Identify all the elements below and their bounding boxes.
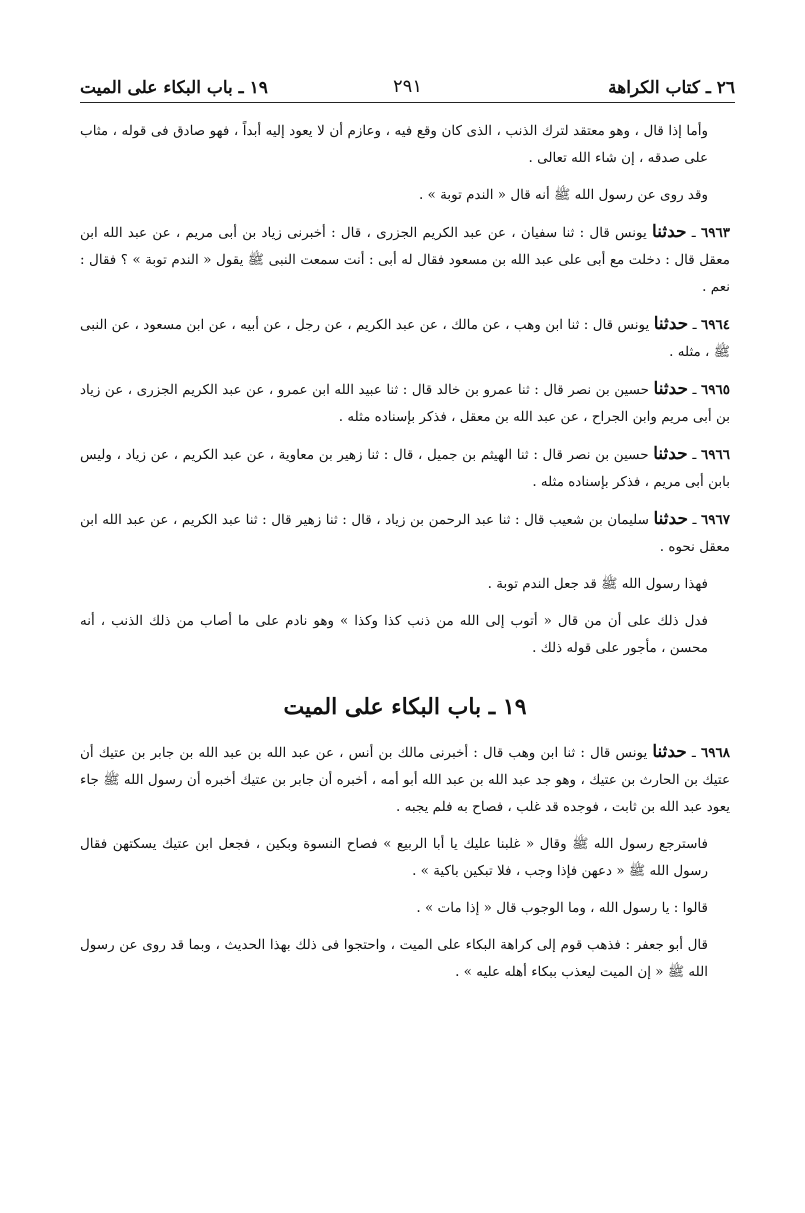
- header-rule: [80, 102, 735, 103]
- book-title: ٢٦ ـ كتاب الكراهة: [608, 78, 735, 98]
- page-body: [80, 118, 730, 996]
- hadith-6964: ٦٩٦٤ ـ حدثنا يونس قال : ثنا ابن وهب ، عن مالك ، عن عبد الكريم ، عن رجل ، عن أبيه ، عن ابن مسعود ، عن النبى ﷺ ، مثله .: [80, 314, 731, 360]
- hadith-text: يونس قال : ثنا سفيان ، عن عبد الكريم الجزرى ، قال : أخبرنى زياد بن أبى مريم ، عن عبد الله ابن معقل قال : دخلت مع أبى على عبد الله بن مسعود فقال له أبى : أنت سمعت النبى ﷺ يقول « الندم توبة » ؟ فقال : نعم .: [80, 225, 730, 295]
- hadith-number: ٦٩٦٣: [700, 225, 730, 241]
- hadith-6968-paragraph-2: فاسترجع رسول الله ﷺ وقال « غلبنا عليك يا أبا الربيع » فصاح النسوة وبكين ، فجعل ابن عتيك يسكتهن فقال رسول الله ﷺ « دعهن فإذا وجب ، فلا تبكين باكية » .: [80, 836, 708, 879]
- hadith-number: ٦٩٦٨: [701, 745, 731, 761]
- intro-paragraph-1: وأما إذا قال ، وهو معتقد لترك الذنب ، الذى كان وقع فيه ، وعازم أن لا يعود إليه أبداً ، فهو صادق فى قوله ، مثاب على صدقه ، إن شاء الله تعالى .: [80, 123, 708, 166]
- hadith-number: ٦٩٦٤: [701, 317, 731, 333]
- hadith-text: حسين بن نصر قال : ثنا الهيثم بن جميل ، قال : ثنا زهير بن معاوية ، عن عبد الكريم ، عن زياد ، وليس بابن أبى مريم ، فذكر بإسناده مثله .: [80, 447, 730, 490]
- haddathana-word: حدثنا: [653, 444, 688, 464]
- hadith-6963: ٦٩٦٣ ـ حدثنا يونس قال : ثنا سفيان ، عن عبد الكريم الجزرى ، قال : أخبرنى زياد بن أبى مريم ، عن عبد الله ابن معقل قال : دخلت مع أبى على عبد الله بن مسعود فقال له أبى : أنت سمعت النبى ﷺ يقول « الندم توبة » ؟ فقال : نعم .: [80, 222, 730, 295]
- haddathana-word: حدثنا: [653, 314, 689, 334]
- hadith-6968-paragraph-3: قالوا : يا رسول الله ، وما الوجوب قال « إذا مات » .: [416, 900, 708, 916]
- hadith-number: ٦٩٦٥: [701, 382, 731, 398]
- running-header: [80, 72, 735, 102]
- chapter-header: ١٩ ـ باب البكاء على الميت: [80, 78, 268, 98]
- conclusion-paragraph-1: فهذا رسول الله ﷺ قد جعل الندم توبة .: [487, 576, 708, 592]
- intro-paragraph-2: وقد روى عن رسول الله ﷺ أنه قال « الندم توبة » .: [418, 187, 708, 203]
- haddathana-word: حدثنا: [653, 509, 688, 529]
- haddathana-word: حدثنا: [652, 222, 687, 242]
- hadith-number: ٦٩٦٦: [700, 447, 730, 463]
- haddathana-word: حدثنا: [652, 742, 687, 762]
- haddathana-word: حدثنا: [653, 379, 688, 399]
- hadith-text: حسين بن نصر قال : ثنا عمرو بن خالد قال : ثنا عبيد الله ابن عمرو ، عن عبد الكريم الجزرى ، عن زياد بن أبى مريم وابن الجراح ، عن عبد الله بن معقل ، فذكر بإسناده مثله .: [80, 382, 730, 425]
- conclusion-paragraph-2: فدل ذلك على أن من قال « أتوب إلى الله من ذنب كذا وكذا » وهو نادم على ما أصاب من ذلك الذنب ، أنه محسن ، مأجور على قوله ذلك .: [80, 613, 708, 656]
- hadith-6966: ٦٩٦٦ ـ حدثنا حسين بن نصر قال : ثنا الهيثم بن جميل ، قال : ثنا زهير بن معاوية ، عن عبد الكريم ، عن زياد ، وليس بابن أبى مريم ، فذكر بإسناده مثله .: [80, 444, 730, 490]
- abu-jafar-paragraph: قال أبو جعفر : فذهب قوم إلى كراهة البكاء على الميت ، واحتجوا فى ذلك بهذا الحديث ، وبما قد روى عن رسول الله ﷺ « إن الميت ليعذب ببكاء أهله عليه » .: [80, 937, 708, 980]
- hadith-text: سليمان بن شعيب قال : ثنا عبد الرحمن بن زياد ، قال : ثنا زهير قال : ثنا عبد الكريم ، عن عبد الله ابن معقل نحوه .: [80, 512, 730, 555]
- hadith-number: ٦٩٦٧: [700, 512, 730, 528]
- hadith-text: يونس قال : ثنا ابن وهب ، عن مالك ، عن عبد الكريم ، عن رجل ، عن أبيه ، عن ابن مسعود ، عن النبى ﷺ ، مثله .: [80, 317, 730, 360]
- chapter-title: ١٩ ـ باب البكاء على الميت: [283, 694, 527, 720]
- hadith-text: يونس قال : ثنا ابن وهب قال : أخبرنى مالك بن أنس ، عن عبد الله بن عبد الله بن جابر بن عتيك أن عتيك بن الحارث بن عتيك ، وهو جد عبد الله بن عبد الله أبو أمه ، أخبره أن جابر بن عتيك أخبره أن رسول الله ﷺ جاء يعود عبد الله بن ثابت ، فوجده قد غلب ، فصاح به فلم يجبه .: [80, 745, 730, 815]
- hadith-6968: ٦٩٦٨ ـ حدثنا يونس قال : ثنا ابن وهب قال : أخبرنى مالك بن أنس ، عن عبد الله بن عبد الله بن جابر بن عتيك أن عتيك بن الحارث بن عتيك ، وهو جد عبد الله بن عبد الله أبو أمه ، أخبره أن جابر بن عتيك أخبره أن رسول الله ﷺ جاء يعود عبد الله بن ثابت ، فوجده قد غلب ، فصاح به فلم يجبه .: [80, 742, 731, 815]
- hadith-6965: ٦٩٦٥ ـ حدثنا حسين بن نصر قال : ثنا عمرو بن خالد قال : ثنا عبيد الله ابن عمرو ، عن عبد الكريم الجزرى ، عن زياد بن أبى مريم وابن الجراح ، عن عبد الله بن معقل ، فذكر بإسناده مثله .: [80, 379, 731, 425]
- hadith-6967: ٦٩٦٧ ـ حدثنا سليمان بن شعيب قال : ثنا عبد الرحمن بن زياد ، قال : ثنا زهير قال : ثنا عبد الكريم ، عن عبد الله ابن معقل نحوه .: [80, 509, 730, 555]
- page-number: ٢٩١: [392, 76, 422, 97]
